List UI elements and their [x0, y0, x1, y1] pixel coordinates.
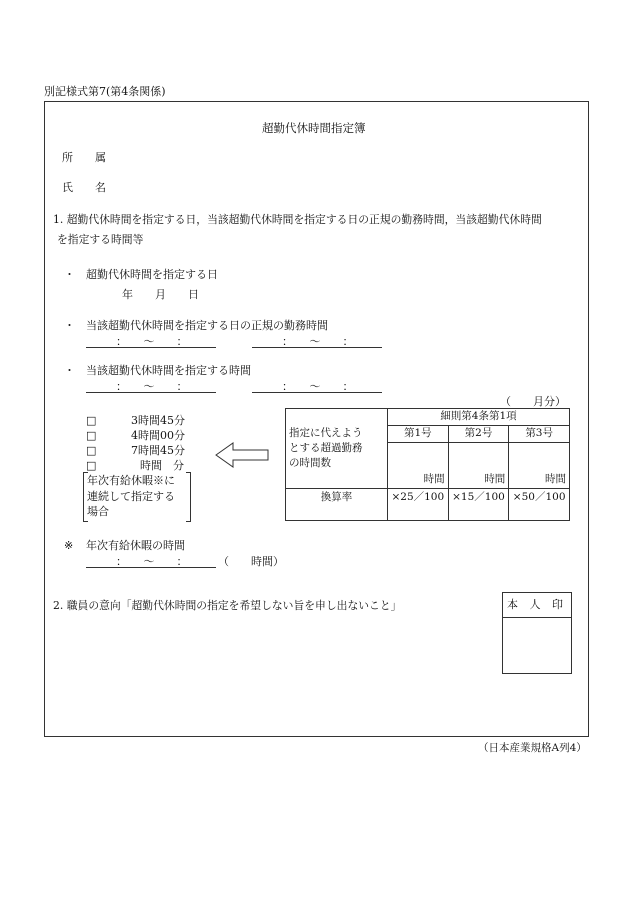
item2-time-range-2: ： 〜 ： — [282, 335, 354, 348]
table-column-header: 第3号 — [509, 426, 570, 443]
annual-leave-line2: 連続して指定する — [87, 490, 175, 503]
item1-date: 年 月 日 — [122, 288, 199, 301]
section1-heading-line2: を指定する時間等 — [57, 233, 144, 246]
annual-leave-line3: 場合 — [87, 505, 109, 518]
item3-underline-1 — [86, 392, 216, 393]
item3-underline-2 — [252, 392, 382, 393]
month-note: （ 月分） — [500, 395, 566, 408]
table-unit-cell: 時間 — [448, 443, 509, 489]
table-left-header — [286, 409, 388, 489]
note-hours: （ 時間） — [218, 555, 284, 568]
item3-label: 当該超勤代休時間を指定する時間 — [86, 364, 251, 377]
seal-box[interactable] — [502, 592, 572, 674]
section1-heading-line1: 1. 超勤代休時間を指定する日，当該超勤代休時間を指定する日の正規の勤務時間，当該超勤代休時間 — [53, 213, 542, 226]
table-group-header: 細則第4条第1項 — [388, 409, 570, 426]
item2-underline-1 — [86, 347, 216, 348]
item3-time-range-1: ： 〜 ： — [116, 380, 188, 393]
item3-time-range-2: ： 〜 ： — [282, 380, 354, 393]
item2-label: 当該超勤代休時間を指定する日の正規の勤務時間 — [86, 319, 328, 332]
table-unit-cell: 時間 — [509, 443, 570, 489]
item1-label: 超勤代休時間を指定する日 — [86, 268, 218, 281]
checklist-label: 7時間45分 — [131, 444, 185, 457]
table-column-header: 第2号 — [448, 426, 509, 443]
affiliation-label: 所 属 — [62, 151, 106, 164]
section2-text: 2. 職員の意向「超勤代休時間の指定を希望しない旨を申し出ないこと」 — [53, 599, 402, 612]
checkbox[interactable]: □ — [86, 459, 97, 472]
left-header-line: 指定に代えよう — [289, 427, 363, 440]
conversion-table — [285, 408, 570, 521]
table-rate-cell: ×50／100 — [509, 489, 570, 521]
annual-leave-bracket — [83, 472, 191, 520]
checkbox[interactable]: □ — [86, 429, 97, 442]
left-header-line: の時間数 — [289, 456, 331, 469]
table-rate-cell: ×25／100 — [388, 489, 449, 521]
item2-time-range-1: ： 〜 ： — [116, 335, 188, 348]
item2-underline-2 — [252, 347, 382, 348]
footer-note: （日本産業規格A列4） — [478, 742, 587, 754]
form-number-label: 別記様式第7(第4条関係) — [44, 85, 166, 98]
checklist-label: 4時間00分 — [131, 429, 185, 442]
form-title: 超勤代休時間指定簿 — [262, 121, 366, 135]
table-unit-cell: 時間 — [388, 443, 449, 489]
seal-label: 本 人 印 — [503, 593, 571, 618]
table-column-header: 第1号 — [388, 426, 449, 443]
note-mark: ※ — [64, 539, 74, 552]
table-rate-cell: ×15／100 — [448, 489, 509, 521]
bullet: ・ — [64, 268, 75, 281]
annual-leave-line1: 年次有給休暇※に — [87, 474, 175, 487]
note-time-range: ： 〜 ： — [116, 555, 188, 568]
checklist-label: 3時間45分 — [131, 414, 185, 427]
table-rate-label: 換算率 — [286, 489, 388, 521]
note-label: 年次有給休暇の時間 — [86, 539, 185, 552]
checkbox[interactable]: □ — [86, 414, 97, 427]
checklist-label: 時間 分 — [140, 459, 184, 472]
bullet: ・ — [64, 364, 75, 377]
name-label: 氏 名 — [62, 181, 106, 194]
left-arrow-icon — [215, 441, 271, 469]
note-underline — [86, 567, 216, 568]
left-header-line: とする超過勤務 — [289, 442, 363, 455]
bullet: ・ — [64, 319, 75, 332]
checkbox[interactable]: □ — [86, 444, 97, 457]
